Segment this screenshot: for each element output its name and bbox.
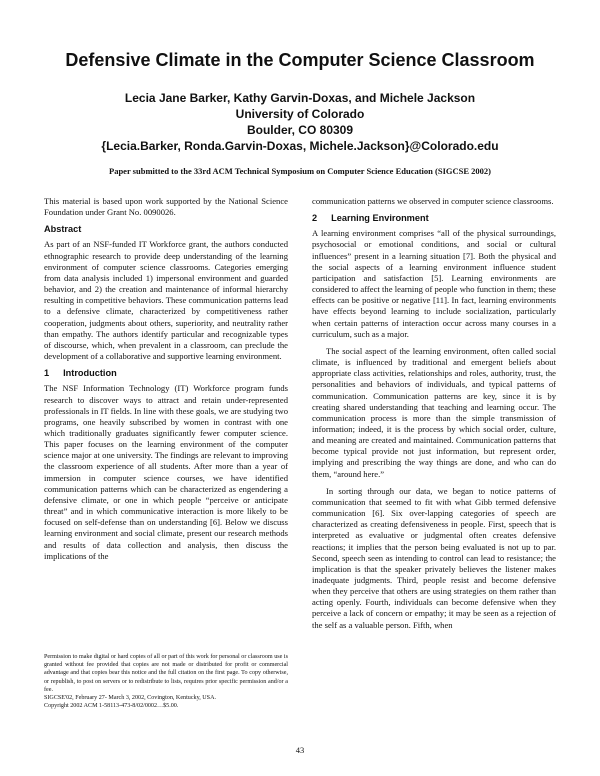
section-1-number: 1	[44, 368, 50, 379]
left-column	[44, 196, 288, 568]
author-location: Boulder, CO 80309	[246, 123, 354, 137]
section-2-number: 2	[312, 213, 318, 224]
author-names: Lecia Jane Barker, Kathy Garvin-Doxas, and Michele Jackson	[124, 91, 476, 105]
section-2-heading	[312, 213, 556, 224]
right-column	[312, 196, 556, 637]
copyright-conference: SIGCSE'02, February 27- March 3, 2002, Covington, Kentucky, USA.	[44, 695, 216, 702]
support-note: This material is based upon work supported by the National Science Foundation under Grant No. 0090026.	[44, 196, 288, 218]
learning-env-para-1: A learning environment comprises “all of the physical surroundings, psychosocial or emotional conditions, and social or cultural influences” present in a learning situation [7]. Both the physical and the social aspects of a learning environment influence student participation and satisfaction [5]. Learning environments are considered to affect the learning of people who function in them; these effects can be positive or negative [11]. In fact, learning environments have effects beyond learning to include socialization, particularly when certain patterns of interaction occur across many courses in a curriculum, such as a major.	[312, 228, 556, 339]
learning-env-para-3: In sorting through our data, we began to notice patterns of communication that seemed to fit with what Gibb termed defensive communication [6]. Six over-lapping categories of speech are characterized as creating defensiveness in people. First, speech that is interpreted as evaluative or judgmental often creates defensive reactions; it implies that the person being evaluated is not up to par. Second, speech seen as intending to control can lead to resistance; the implication is that the speaker privately believes the listener makes inadequate judgments. Third, people resist and become defensive when they perceive that others are using strategies on them rather than acting openly. Fourth, individuals can become defensive when they perceive a lack of concern or empathy; it may be seen as a rejection of the self as a valuable person. Fifth, when	[312, 485, 556, 630]
learning-env-para-2: The social aspect of the learning environment, often called social climate, is influenced by traditional and emergent beliefs about appropriate class activities, relationships and roles, authority, trust, the personalities and behaviors of individuals, and typical patterns of communication. Communication patterns are key, since it is by creating shared understanding that teaching and learning occur. The communication process is more than the simple transmission of information; indeed, it is the process by which social order, culture, and meaning are created and maintained. Communication patterns that become typical provide not just information, but represent order, implying and prescribing the way things are done, and who can do them, “around here.”	[312, 345, 556, 479]
copyright-permission: Permission to make digital or hard copies of all or part of this work for personal or classroom use is granted without fee provided that copies are not made or distributed for profit or commercial advantage and that copies bear this notice and the full citation on the first page. To copy otherwise, or republish, to post on servers or to redistribute to lists, requires prior specific permission and/or a fee.	[44, 654, 288, 693]
paper-title: Defensive Climate in the Computer Science Classroom	[65, 50, 535, 70]
abstract-heading	[44, 224, 288, 235]
section-2-title: Learning Environment	[331, 213, 429, 224]
copyright-isbn: Copyright 2002 ACM 1-58113-473-8/02/0002…$5.00.	[44, 703, 179, 710]
section-1-title: Introduction	[63, 368, 117, 379]
continuation-text: communication patterns we observed in computer science classrooms.	[312, 196, 554, 206]
venue-note: Paper submitted to the 33rd ACM Technical Symposium on Computer Science Education (SIGCSE 2002)	[109, 166, 491, 176]
introduction-text: The NSF Information Technology (IT) Workforce program funds research to discover ways to attract and retain under-represented professionals in IT fields. In line with these goals, we are studying two programs, one heavily subscribed by women in contrast with one which traditionally graduates significantly fewer computer science. This paper focuses on the learning environment of the computer science major at one university. The findings are relevant to improving the classroom experience of all students. After more than a year of immersion in computer science courses, we have identified communication patterns which can be characterized as engendering a defensive climate, or one in which people “perceive or anticipate threat” and in which communicative interaction is more likely to be focused on self-defense than on understanding [6]. Below we discuss learning environment and social climate, present our research methods and results of data collection and analysis, then discuss the implications of the	[44, 383, 288, 561]
author-block	[0, 90, 600, 154]
abstract-text: As part of an NSF-funded IT Workforce grant, the authors conducted ethnographic research to provide deep understanding of the learning environment of computer science classrooms. Categories emerging from data analysis included 1) impersonal environment and guarded behavior, and 2) the creation and maintenance of informal hierarchy resulting in competitive behaviors. These communication patterns lead to a defensive climate, characterized by competitiveness rather cooperation, judgments about others, superiority, and neutrality rather than empathy. The authors identify particular and recognizable types of discourse, which, when prevalent in a classroom, can preclude the development of a collaborative and supportive learning environment.	[44, 239, 288, 362]
author-emails: {Lecia.Barker, Ronda.Garvin-Doxas, Michele.Jackson}@Colorado.edu	[101, 139, 499, 153]
abstract-heading-text: Abstract	[44, 224, 82, 235]
author-affiliation: University of Colorado	[235, 107, 365, 121]
page-number: 43	[295, 745, 305, 755]
section-1-heading	[44, 368, 288, 379]
copyright-notice	[44, 653, 288, 710]
